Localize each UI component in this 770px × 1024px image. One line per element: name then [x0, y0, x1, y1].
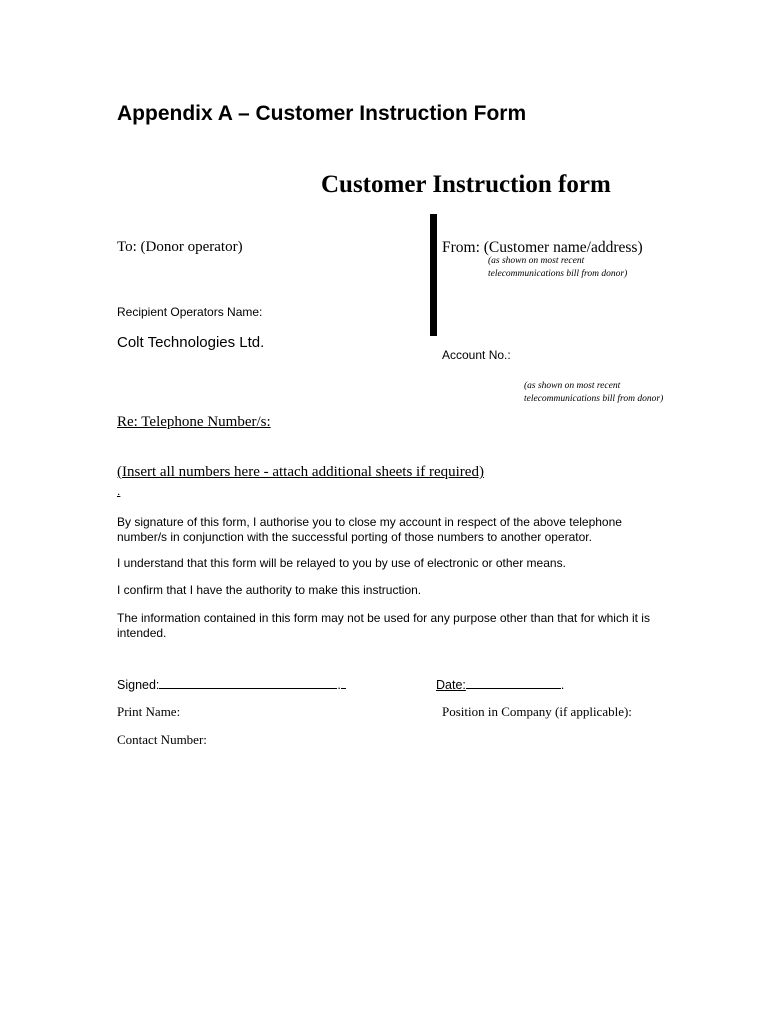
signed-trailing-underline — [341, 677, 346, 689]
usage-paragraph: The information contained in this form may not be used for any purpose other than that for which it is intended. — [117, 611, 650, 640]
date-label: Date: — [436, 678, 466, 692]
contact-number-label: Contact Number: — [117, 732, 207, 747]
authority-paragraph: I confirm that I have the authority to make this instruction. — [117, 583, 422, 597]
account-number-label: Account No.: — [442, 348, 511, 362]
date-field[interactable] — [436, 677, 564, 692]
position-label: Position in Company (if applicable): — [442, 704, 632, 719]
relay-paragraph: I understand that this form will be relayed to you by use of electronic or other means. — [117, 556, 566, 570]
account-note: (as shown on most recent telecommunications bill from donor) — [524, 381, 664, 404]
authorisation-paragraph: By signature of this form, I authorise you to close my account in respect of the above telephone number/s in conjunction with the successful porting of those numbers to another operator. — [117, 515, 622, 544]
signed-field[interactable] — [117, 677, 346, 692]
insert-numbers-line: . — [117, 484, 121, 498]
telephone-numbers-label: Re: Telephone Number/s: — [117, 414, 271, 430]
vertical-divider — [430, 214, 437, 336]
signed-suffix: . — [337, 678, 341, 692]
print-name-label: Print Name: — [117, 704, 181, 719]
date-line[interactable] — [466, 677, 561, 689]
signature-line[interactable] — [159, 677, 337, 689]
date-suffix: . — [560, 678, 565, 692]
recipient-operator-label: Recipient Operators Name: — [117, 305, 263, 319]
from-customer-label: From: (Customer name/address) — [442, 239, 643, 256]
insert-numbers-instruction: (Insert all numbers here - attach additional sheets if required) — [117, 464, 484, 480]
recipient-operator-value: Colt Technologies Ltd. — [117, 334, 265, 351]
from-note: (as shown on most recent telecommunications bill from donor) — [488, 256, 628, 279]
form-title: Customer Instruction form — [321, 171, 611, 198]
signed-label: Signed: — [117, 678, 160, 692]
appendix-heading: Appendix A – Customer Instruction Form — [117, 102, 527, 125]
to-donor-label: To: (Donor operator) — [117, 239, 243, 255]
